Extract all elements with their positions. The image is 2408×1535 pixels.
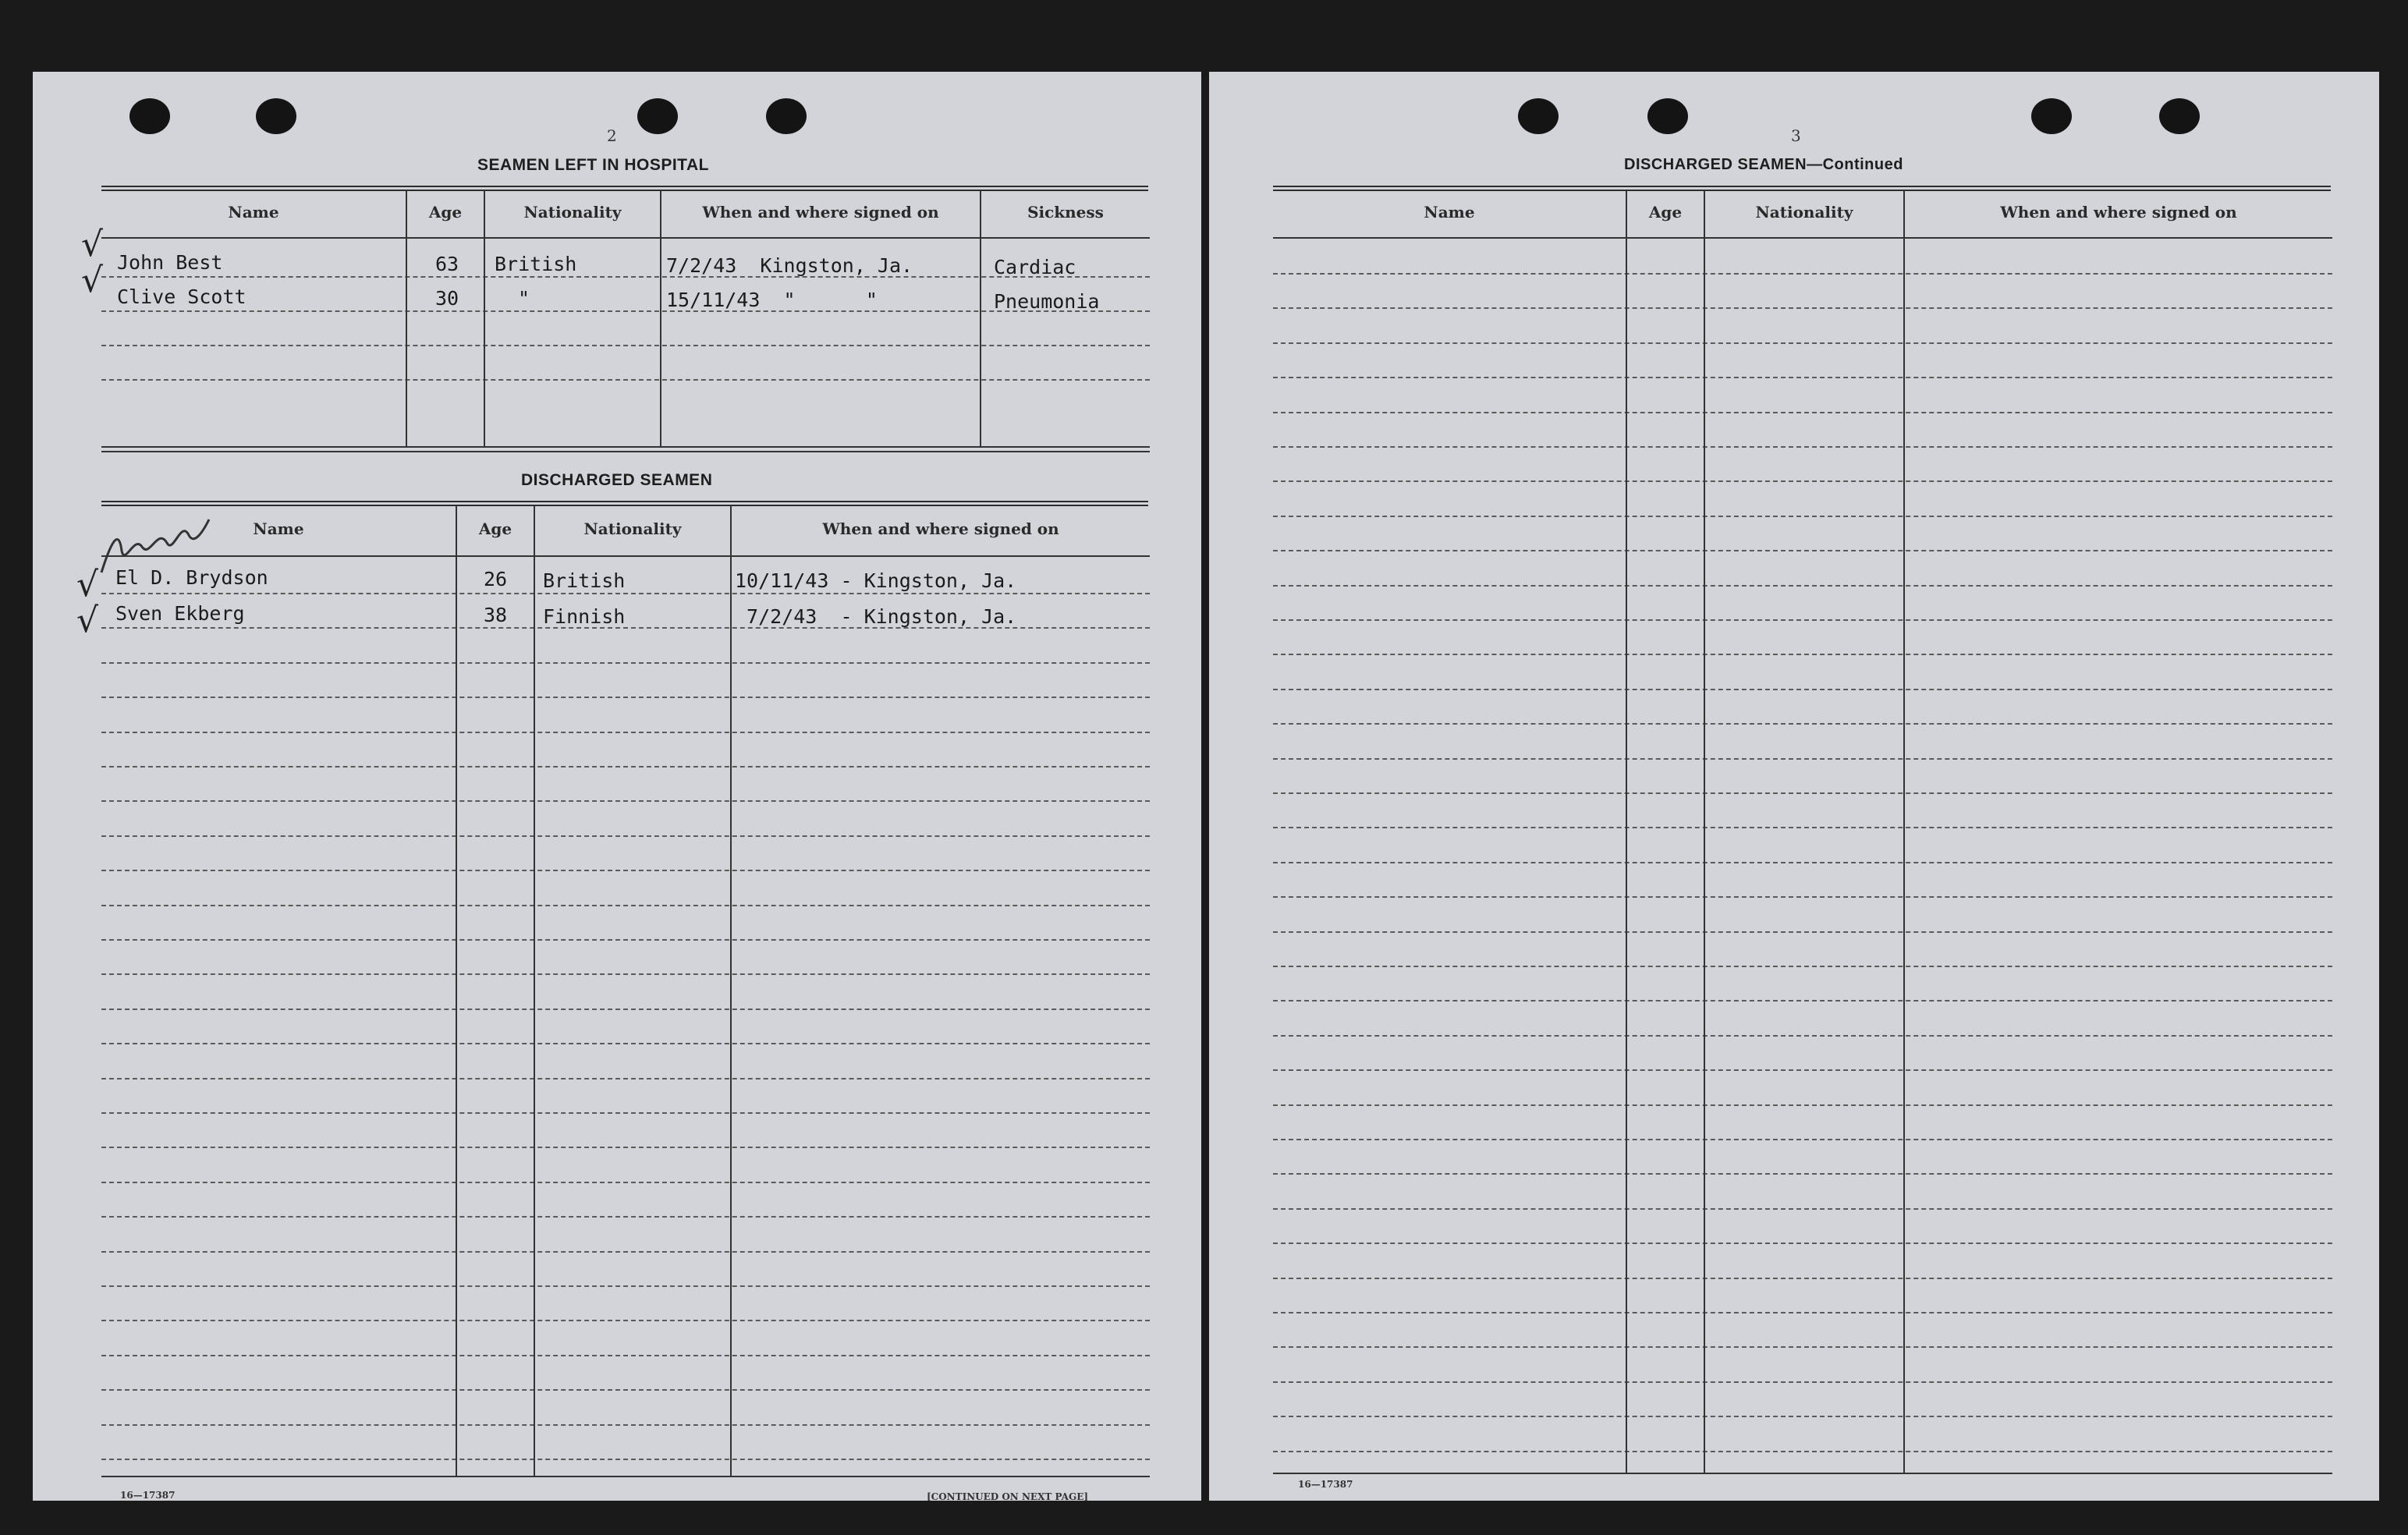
- hospital-nationality-cell: British: [495, 253, 577, 275]
- checkmark: √: [76, 601, 99, 640]
- punch-hole: [1647, 98, 1688, 134]
- row-rule: [1273, 550, 2332, 551]
- row-rule: [1273, 412, 2332, 413]
- header-name: Name: [1424, 203, 1475, 222]
- header-rule: [101, 237, 1150, 239]
- discharged-nationality-cell: Finnish: [543, 605, 626, 628]
- hospital-age-cell: 30: [435, 287, 459, 310]
- row-rule: [1273, 1035, 2332, 1037]
- row-rule: [1273, 792, 2332, 794]
- row-rule: [101, 1078, 1150, 1079]
- punch-hole: [637, 98, 678, 134]
- form-number: 16—17387: [120, 1490, 176, 1501]
- header-signed-on: When and where signed on: [822, 519, 1059, 538]
- row-rule: [101, 1182, 1150, 1183]
- row-rule: [101, 1285, 1150, 1287]
- discharged-signed-cell: 10/11/43 - Kingston, Ja.: [735, 569, 1017, 592]
- discharged-nationality-cell: British: [543, 569, 626, 592]
- right-page: [1209, 72, 2379, 1501]
- column-divider: [456, 505, 457, 1476]
- page-number: 2: [607, 126, 617, 145]
- hospital-age-cell: 63: [435, 253, 459, 275]
- column-divider: [1704, 190, 1705, 1473]
- row-rule: [1273, 585, 2332, 587]
- row-rule: [1273, 931, 2332, 933]
- row-rule: [101, 1320, 1150, 1321]
- row-rule: [101, 310, 1150, 312]
- row-rule: [101, 1147, 1150, 1148]
- hospital-section-title: SEAMEN LEFT IN HOSPITAL: [477, 156, 709, 174]
- row-rule: [1273, 689, 2332, 690]
- continued-note: [CONTINUED ON NEXT PAGE]: [927, 1491, 1089, 1502]
- page-number: 3: [1791, 126, 1801, 145]
- row-rule: [1273, 1173, 2332, 1175]
- row-rule: [1273, 723, 2332, 725]
- discharged-age-cell: 26: [484, 568, 508, 590]
- row-rule: [101, 1389, 1150, 1391]
- row-rule: [101, 1459, 1150, 1460]
- row-rule: [101, 835, 1150, 837]
- hospital-sickness-cell: Cardiac: [994, 256, 1076, 278]
- row-rule: [1273, 1451, 2332, 1452]
- row-rule: [1273, 1312, 2332, 1313]
- table-bottom-rule: [101, 1476, 1150, 1477]
- row-rule: [1273, 827, 2332, 828]
- row-rule: [1273, 862, 2332, 863]
- row-rule: [1273, 1104, 2332, 1106]
- discharged-age-cell: 38: [484, 604, 508, 626]
- row-rule: [101, 593, 1150, 594]
- discharged-name-cell: El D. Brydson: [115, 566, 268, 589]
- punch-hole: [1518, 98, 1559, 134]
- row-rule: [1273, 1416, 2332, 1417]
- row-rule: [1273, 377, 2332, 378]
- punch-hole: [129, 98, 170, 134]
- row-rule: [1273, 966, 2332, 967]
- row-rule: [1273, 1069, 2332, 1071]
- column-divider: [1903, 190, 1905, 1473]
- discharged-name-cell: Sven Ekberg: [115, 602, 245, 625]
- hospital-signed-cell: 15/11/43 " ": [666, 289, 878, 311]
- row-rule: [101, 905, 1150, 906]
- row-rule: [101, 1043, 1150, 1044]
- discharged-signed-cell: 7/2/43 - Kingston, Ja.: [735, 605, 1017, 628]
- row-rule: [101, 732, 1150, 733]
- header-rule: [1273, 237, 2332, 239]
- row-rule: [101, 1355, 1150, 1356]
- row-rule: [1273, 273, 2332, 275]
- row-rule: [101, 697, 1150, 698]
- header-age: Age: [428, 203, 463, 222]
- row-rule: [101, 973, 1150, 975]
- row-rule: [101, 1009, 1150, 1010]
- row-rule: [1273, 1243, 2332, 1244]
- row-rule: [1273, 1381, 2332, 1383]
- table-top-rule: [1273, 186, 2331, 191]
- row-rule: [1273, 516, 2332, 517]
- row-rule: [1273, 1208, 2332, 1210]
- row-rule: [1273, 1346, 2332, 1348]
- row-rule: [101, 379, 1150, 381]
- row-rule: [101, 870, 1150, 871]
- column-divider: [534, 505, 535, 1476]
- header-rule: [101, 555, 1150, 557]
- checkmark: √: [76, 565, 99, 604]
- row-rule: [1273, 446, 2332, 448]
- table-bottom-rule: [1273, 1473, 2332, 1474]
- continued-section-title: DISCHARGED SEAMEN—Continued: [1624, 156, 1903, 173]
- header-nationality: Nationality: [1755, 203, 1853, 222]
- column-divider: [660, 190, 661, 446]
- row-rule: [101, 276, 1150, 278]
- row-rule: [1273, 342, 2332, 344]
- hospital-name-cell: Clive Scott: [117, 285, 246, 308]
- punch-hole: [256, 98, 296, 134]
- hospital-sickness-cell: Pneumonia: [994, 290, 1100, 313]
- table-top-rule: [101, 501, 1148, 506]
- row-rule: [101, 1424, 1150, 1426]
- row-rule: [101, 345, 1150, 346]
- column-divider: [484, 190, 485, 446]
- row-rule: [101, 1112, 1150, 1114]
- form-number: 16—17387: [1298, 1479, 1353, 1490]
- row-rule: [101, 800, 1150, 802]
- punch-hole: [766, 98, 807, 134]
- column-divider: [406, 190, 407, 446]
- row-rule: [1273, 654, 2332, 655]
- checkmark: √: [81, 225, 104, 264]
- column-divider: [980, 190, 981, 446]
- table-top-rule: [101, 186, 1148, 191]
- row-rule: [101, 1216, 1150, 1218]
- header-signed-on: When and where signed on: [2000, 203, 2237, 222]
- row-rule: [1273, 480, 2332, 482]
- row-rule: [1273, 1278, 2332, 1279]
- column-divider: [1626, 190, 1627, 1473]
- row-rule: [101, 766, 1150, 768]
- punch-hole: [2031, 98, 2072, 134]
- header-signed-on: When and where signed on: [702, 203, 939, 222]
- checkmark: √: [81, 261, 104, 300]
- column-divider: [730, 505, 732, 1476]
- row-rule: [1273, 619, 2332, 621]
- punch-hole: [2159, 98, 2200, 134]
- hospital-nationality-cell: ": [518, 287, 530, 310]
- row-rule: [1273, 758, 2332, 760]
- row-rule: [1273, 1000, 2332, 1001]
- row-rule: [1273, 896, 2332, 898]
- header-name: Name: [253, 519, 304, 538]
- header-sickness: Sickness: [1027, 203, 1104, 222]
- header-age: Age: [478, 519, 512, 538]
- hospital-signed-cell: 7/2/43 Kingston, Ja.: [666, 254, 913, 277]
- table-bottom-rule: [101, 451, 1150, 452]
- row-rule: [1273, 307, 2332, 309]
- row-rule: [1273, 1139, 2332, 1140]
- hospital-name-cell: John Best: [117, 251, 223, 274]
- header-nationality: Nationality: [583, 519, 682, 538]
- discharged-section-title: DISCHARGED SEAMEN: [521, 471, 713, 489]
- row-rule: [101, 1251, 1150, 1253]
- header-nationality: Nationality: [523, 203, 622, 222]
- table-bottom-rule: [101, 446, 1150, 448]
- row-rule: [101, 939, 1150, 941]
- header-name: Name: [228, 203, 279, 222]
- header-age: Age: [1648, 203, 1683, 222]
- row-rule: [101, 662, 1150, 664]
- left-page: [33, 72, 1201, 1501]
